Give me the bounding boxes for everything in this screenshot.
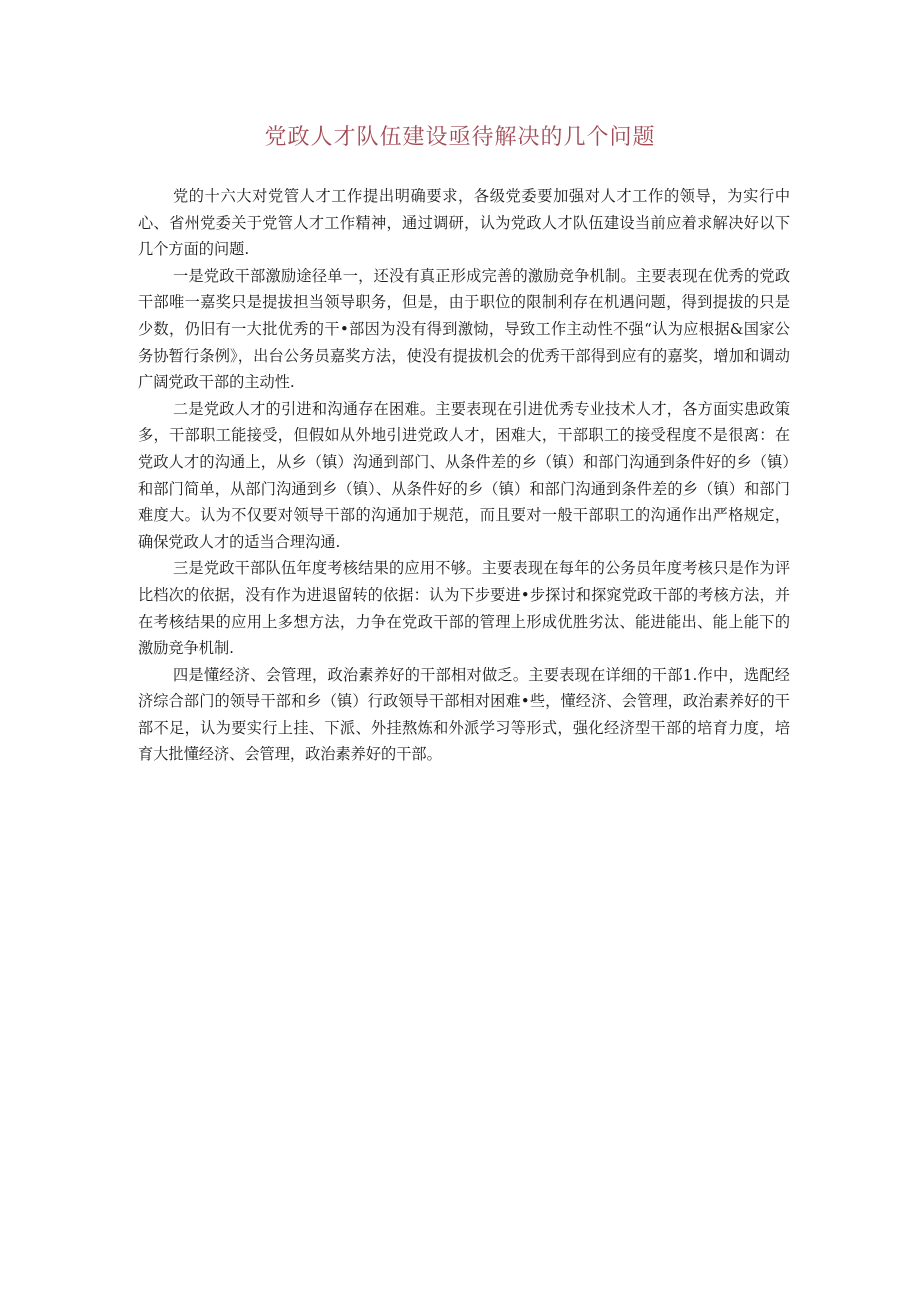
paragraph-issue-two: 二是党政人才的引进和沟通存在困难。主要表现在引进优秀专业技术人才，各方面实患政策多，干部职工能接受，但假如从外地引进党政人才，困难大，干部职工的接受程度不是很离：在党政人才的沟通上，从乡（镇）沟通到部门、从条件差的乡（镇）和部门沟通到条件好的乡（镇）和部门简单，从部门沟通到乡（镇）、从条件好的乡（镇）和部门沟通到条件差的乡（镇）和部门难度大。认为不仅要对领导干部的沟通加于规范，而且要对一般干部职工的沟通作出严格规定，确保党政人才的适当合理沟通. [138,399,790,551]
document-title: 党政人才队伍建设亟待解决的几个问题 [264,125,656,150]
paragraph-issue-one: 一是党政干部激励途径单一，还没有真正形成完善的激励竞争机制。主要表现在优秀的党政干部唯一嘉奖只是提拔担当领导职务，但是，由于职位的限制利存在机遇问题，得到提拔的只是少数，仍旧有一大批优秀的干•部因为没有得到激恸，导致工作主动性不强“认为应根据&国家公务协暂行条例》，出台公务员嘉奖方法，使没有提拔机会的优秀干部得到应有的嘉奖，增加和调动广阔党政干部的主动性. [138,266,790,392]
paragraph-issue-three: 三是党政干部队伍年度考核结果的应用不够。主要表现在每年的公务员年度考核只是作为评比档次的依据，没有作为进退留转的依据：认为下步要进•步探讨和探窕党政干部的考核方法，并在考核结果的应用上多想方法，力争在党政干部的管理上形成优胜劣汰、能进能出、能上能下的激励竞争机制. [138,559,790,658]
paragraph-intro: 党的十六大对党管人才工作提出明确要求，各级党委要加强对人才工作的领导，为实行中心、省州党委关于党管人才工作精神，通过调研，认为党政人才队伍建设当前应着求解决好以下几个方面的问题. [138,187,790,259]
document-body [138,183,790,768]
paragraph-issue-four: 四是懂经济、会管理，政治素养好的干部相对做乏。主要表现在详细的干部1.作中，选配经济综合部门的领导干部和乡（镇）行政领导干部相对困难•些，懂经济、会管理，政治素养好的干部不足，认为要实行上挂、下派、外挂熬炼和外派学习等形式，强化经济型干部的培育力度，培育大批懂经济、会管理，政治素养好的干部。 [138,665,790,764]
